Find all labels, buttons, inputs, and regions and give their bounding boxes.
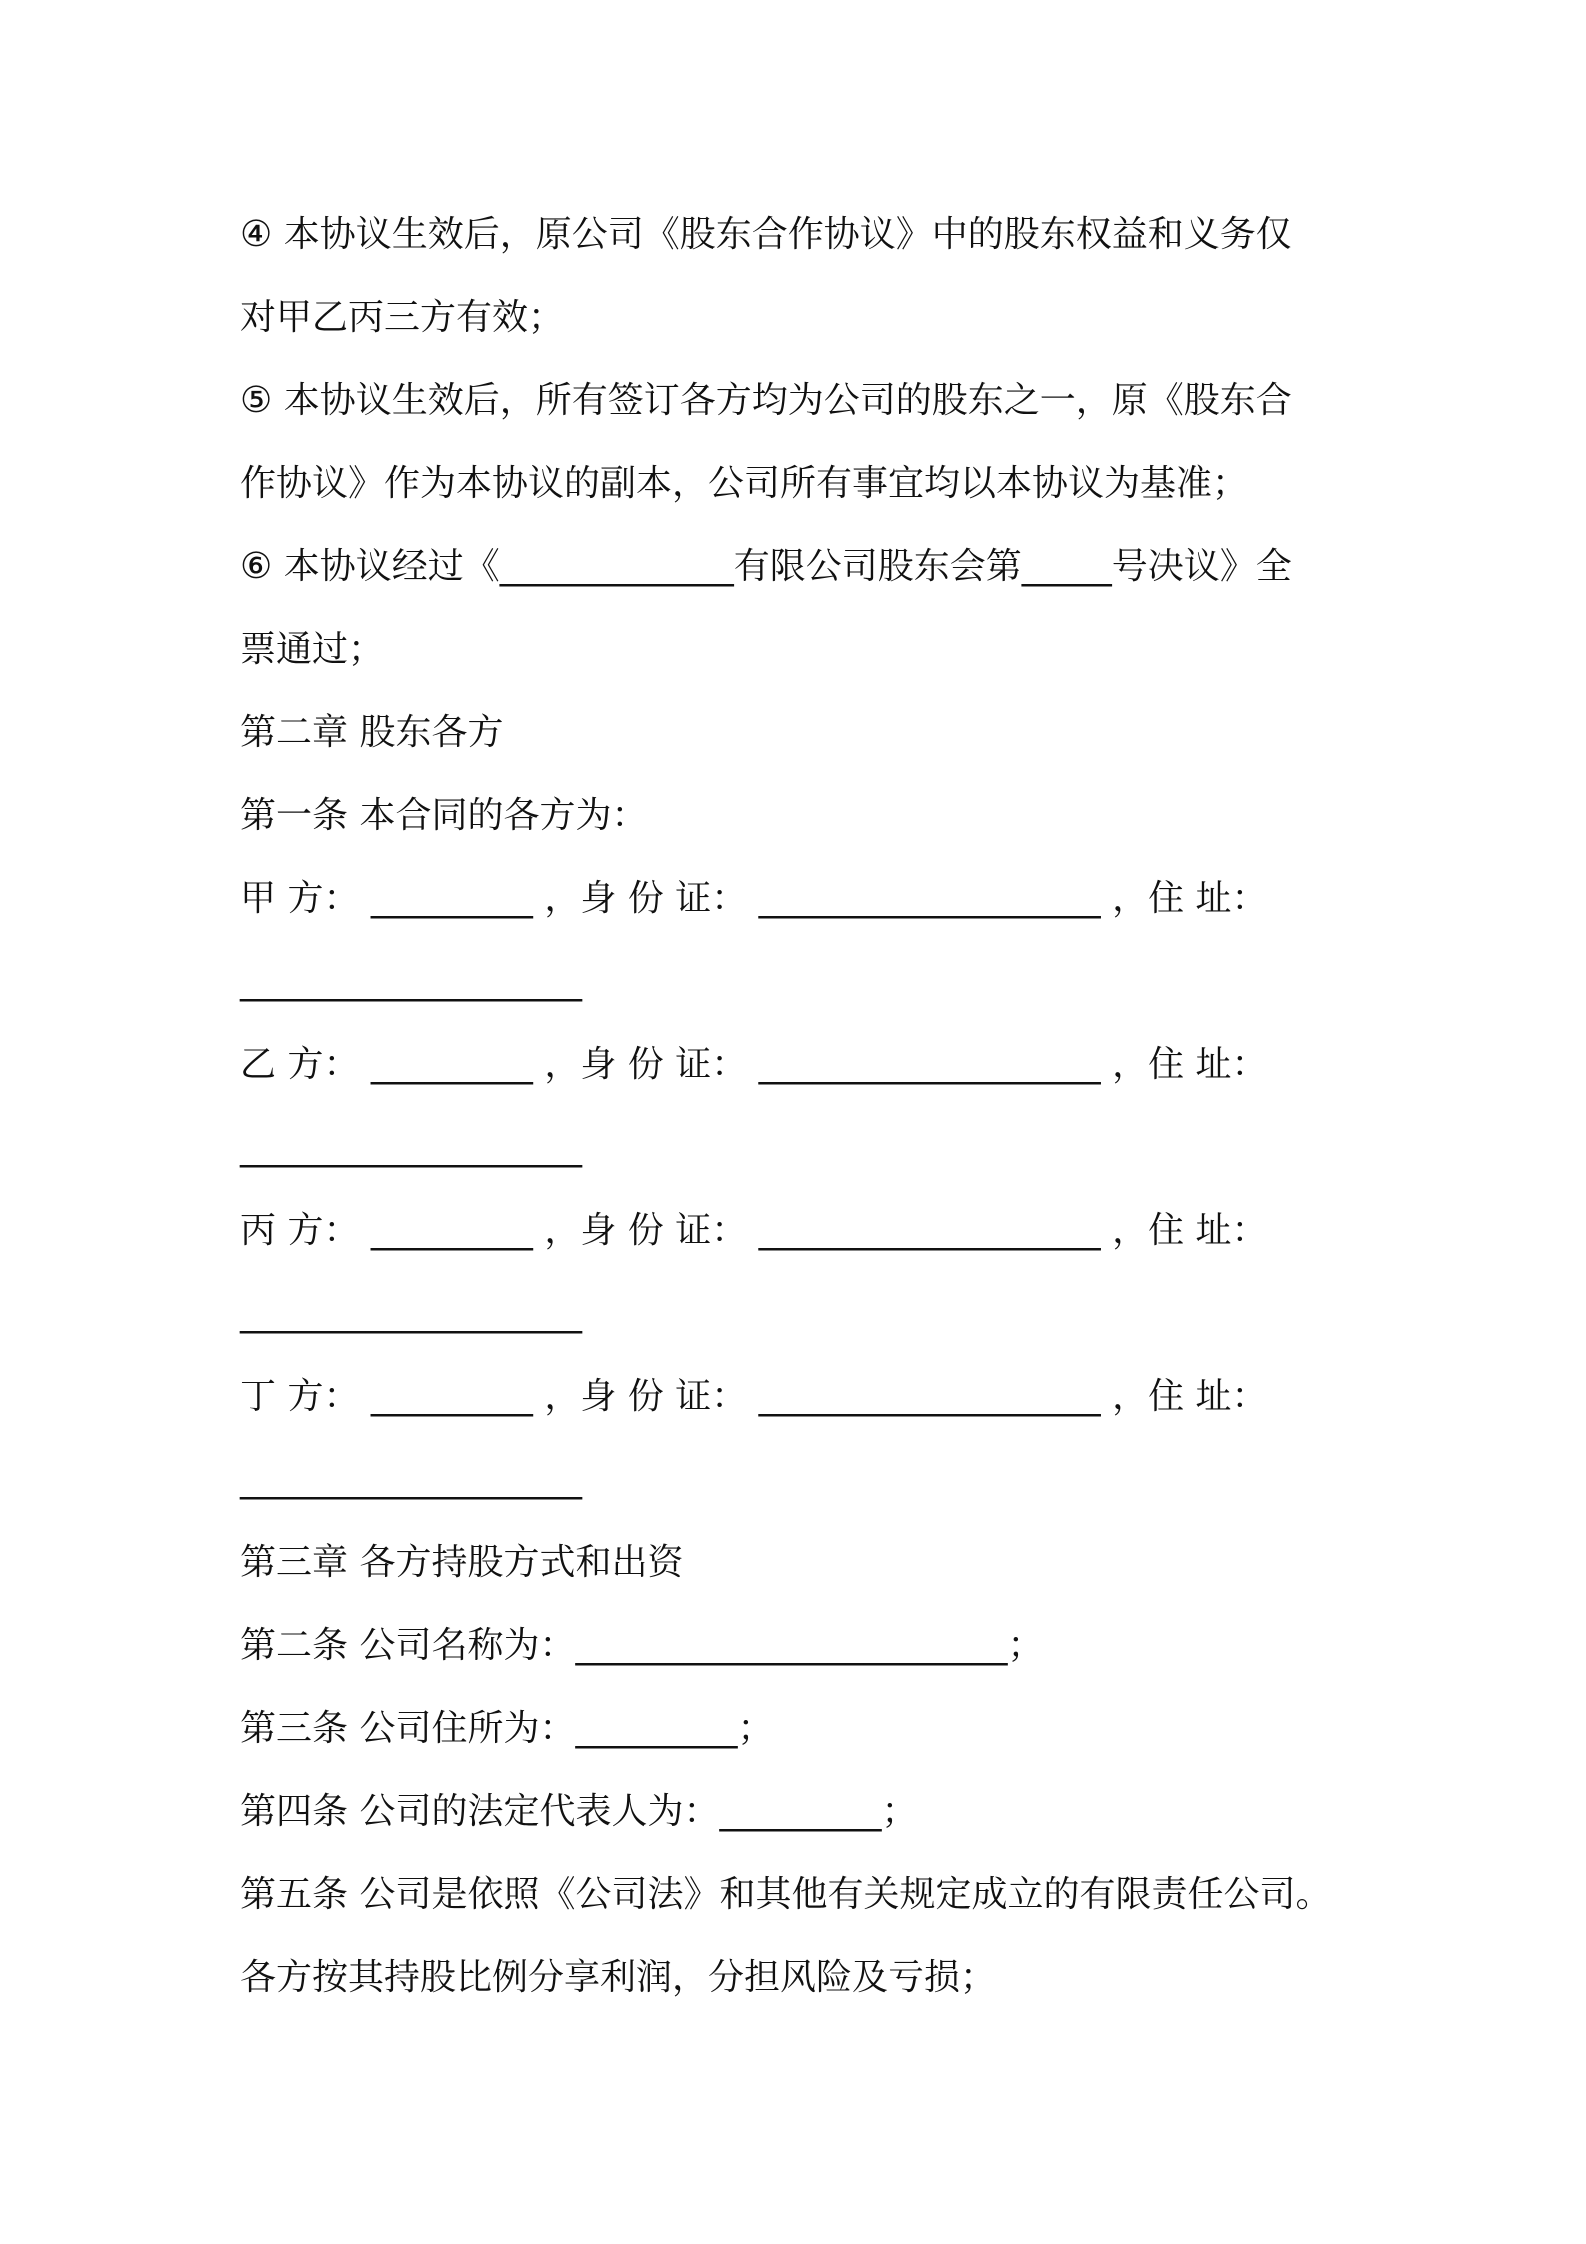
article-1-text: 第一条 本合同的各方为： xyxy=(240,795,648,836)
clause-5-line-2: 作协议》作为本协议的副本，公司所有事宜均以本协议为基准； xyxy=(240,463,1249,504)
clause-6-line-1: ⑥ 本协议经过《_____________有限公司股东会第_____号决议》全 xyxy=(240,546,1292,587)
party-d-line: 丁 方： _________ ，身 份 证： ___________________ ，住 址： xyxy=(240,1376,1268,1417)
article-5-line-2: 各方按其持股比例分享利润，分担风险及亏损； xyxy=(240,1957,997,1998)
party-c-address-blank: ___________________ xyxy=(240,1293,582,1334)
article-3-company-address: 第三条 公司住所为：_________； xyxy=(240,1708,774,1749)
party-b-line: 乙 方： _________ ，身 份 证： ___________________ ，住 址： xyxy=(240,1044,1268,1085)
clause-4-line-1: ④ 本协议生效后，原公司《股东合作协议》中的股东权益和义务仅 xyxy=(240,214,1292,255)
chapter-3-heading: 第三章 各方持股方式和出资 xyxy=(240,1542,684,1583)
clause-5-line-1: ⑤ 本协议生效后，所有签订各方均为公司的股东之一，原《股东合 xyxy=(240,380,1292,421)
article-5-line-1: 第五条 公司是依照《公司法》和其他有关规定成立的有限责任公司。 xyxy=(240,1874,1332,1915)
party-a-address-blank: ___________________ xyxy=(240,961,582,1002)
party-a-line: 甲 方： _________ ，身 份 证： ___________________ ，住 址： xyxy=(240,878,1268,919)
clause-4-line-2: 对甲乙丙三方有效； xyxy=(240,297,565,338)
party-d-address-blank: ___________________ xyxy=(240,1459,582,1500)
article-2-company-name: 第二条 公司名称为：________________________； xyxy=(240,1625,1044,1666)
clause-6-line-2: 票通过； xyxy=(240,629,385,670)
document-body xyxy=(240,193,1380,2019)
article-4-legal-representative: 第四条 公司的法定代表人为：_________； xyxy=(240,1791,918,1832)
party-b-address-blank: ___________________ xyxy=(240,1127,582,1168)
party-c-line: 丙 方： _________ ，身 份 证： ___________________ ，住 址： xyxy=(240,1210,1268,1251)
chapter-2-heading: 第二章 股东各方 xyxy=(240,712,504,753)
